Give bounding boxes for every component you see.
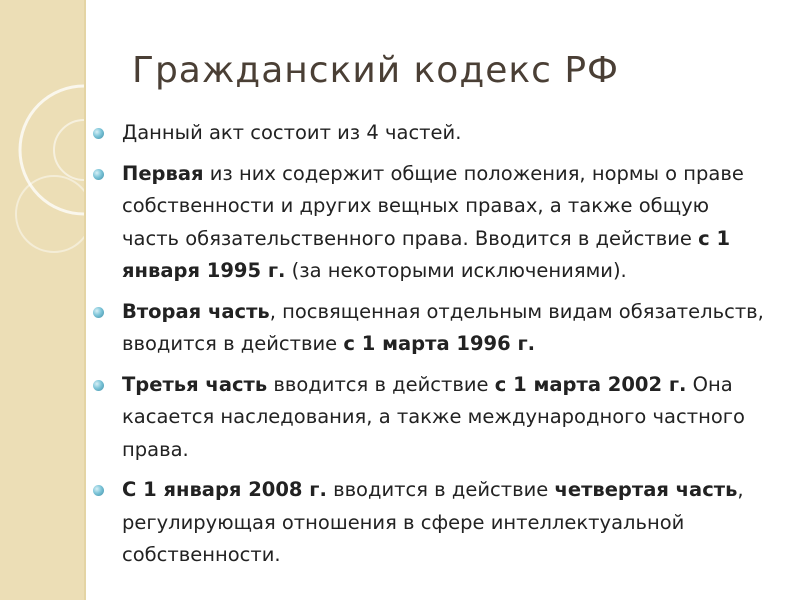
slide-title: Гражданский кодекс РФ	[132, 50, 620, 91]
text-run: Она касается наследования, а также международного частного права.	[122, 372, 745, 461]
bold-text-run: с 1 марта 1996 г.	[343, 332, 536, 355]
bold-text-run: четвертая часть	[554, 478, 738, 501]
bullet-item	[122, 117, 770, 150]
text-run: вводится в действие	[326, 478, 555, 501]
bold-text-run: Вторая часть	[122, 299, 270, 323]
side-divider	[84, 0, 86, 600]
round-bullet-icon	[93, 485, 104, 496]
bold-text-run: Первая	[122, 161, 204, 185]
bold-text-run: С 1 января 2008 г.	[122, 478, 327, 501]
bold-text-run: с 1 марта 2002 г.	[494, 372, 687, 396]
text-run: , регулирующая отношения в сфере интеллектуальной собственности.	[122, 478, 744, 566]
bullet-item	[122, 474, 770, 572]
text-run: , посвященная отдельным видам обязательств, вводится в действие	[122, 299, 764, 355]
bullet-item	[122, 158, 770, 288]
bullet-list	[122, 117, 770, 580]
round-bullet-icon	[93, 380, 104, 391]
side-band	[0, 0, 84, 600]
text-run: Данный акт состоит из 4 частей.	[122, 121, 462, 144]
decorative-circles	[0, 0, 84, 600]
bold-text-run: с 1 января 1995 г.	[122, 226, 731, 282]
text-run: из них содержит общие положения, нормы о праве собственности и других вещных правах, а также общую часть обязательственного права. Вводится в действие	[122, 161, 744, 250]
round-bullet-icon	[93, 307, 104, 318]
text-run: (за некоторыми исключениями).	[285, 259, 627, 282]
bold-text-run: Третья часть	[122, 372, 268, 396]
round-bullet-icon	[93, 128, 104, 139]
bullet-item	[122, 296, 770, 361]
round-bullet-icon	[93, 169, 104, 180]
bullet-item	[122, 369, 770, 467]
text-run: вводится в действие	[267, 372, 495, 396]
